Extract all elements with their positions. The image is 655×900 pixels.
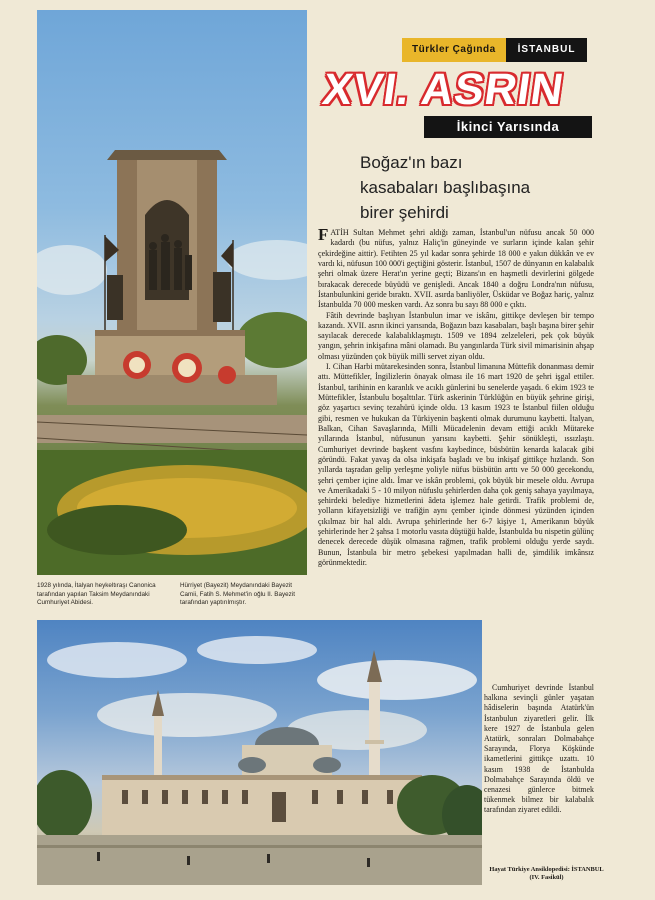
mosque-caption: Hürriyet (Bayezit) Meydanındaki Bayezit Camii, Fatih S. Mehmet'in oğlu II. Bayezit tarafından yaptırılmıştır. (180, 582, 295, 607)
article-paragraph-1: FATİH Sultan Mehmet şehri aldığı zaman, İstanbul'un nüfusu ancak 50 000 kadardı (bu nüfus, yalnız Haliç'in güneyinde ve surların içinde kalan şehir çekirdeğine aittir). Fetihten 25 yıl kadar sonra şehirde 18 000 e yakın dükkân ve ev vardı ki, nüfusun 100 000'i geçtiğini gösterir. İstanbul, 1507 de dünyanın en kalabalık şehri olmak üzere Herat'ın yerine geçti; Bizans'ın en haşmetli devirlerini gölgede bırakacak derecede büyüdü ve genişledi. Ancak 1840 a doğru Londra'nın nüfusu, İstanbulunkini geride bıraktı. XVII. asırda banliyöler, Üsküdar ve Boğaz hariç, yalnız İstanbulda 70 000 mesken vardı. Az sonra bu sayı 88 000 e çıktı. (318, 225, 594, 310)
drop-cap: F (318, 225, 329, 244)
monument-illustration (37, 10, 307, 575)
article-deck: Boğaz'ın bazı kasabaları başlıbaşına birer şehirdi (360, 153, 531, 222)
page-subtitle: İkinci Yarısında (424, 116, 592, 138)
article-paragraph-3: I. Cihan Harbi mütarekesinden sonra, İstanbul limanına Müttefik donanması demir attı. Müttefikler, İngilizlerin önayak olması ile 16 mart 1920 de şehri işgal ettiler. İstanbul, tarihinin en karanlık ve acıklı günlerini bu senelerde yaşadı. 6 ekim 1923 te Müttefikler, İstanbulu boşalttılar. Türk askerinin Türklüğün en büyük şehrine girişi, göz yaşartıcı sevinç tezahürü içinde oldu. 13 kasım 1923 te İstanbul fiilen olduğu gibi, resmen ve hukukan da Türkiyenin başkenti olmak durumunu kaybetti. İtalyan, Balkan, Cihan Savaşlarında, Milli Mücadelenin devam ettiği acıklı Mütareke yıllarında İstanbul, nüfusunun yarısını kaybetti. Şehir sönükleşti, ıssızlaştı. Cumhuriyet devrinde başkent vasfını kaybedince, büsbütün kenarda kalacak gibi göründü. Fakat yavaş da olsa inkişafa başladı ve bu inkişaf gittikçe hızlandı. Son yıllarda taşradan gelip yerleşme yoliyle nüfus büsbütün arttı ve 50 000 gecekondu, şehri çember içine aldı. İmar ve iskân problemi, çok büyük bir mesele oldu. Avrupa ve Amerikadaki 5 - 10 milyon nüfuslu şehirlerden daha çok geniş sahaya yayılmaya, şehirdeki belediye hizmetlerini âdeta işlemez hale getirdi. Trafik problemi de, yolların kifayetsizliği ve trafiğin aynı çember içinde dönmesi yüzünden içinden çıkılmaz bir hal aldı. Avrupa şehirlerinde her 6-7 kişiye 1, Amerikanın büyük şehirlerinde her 2 şahsa 1 motorlu vasıta düştüğü halde, İstanbulda bu nispetin gülünç denecek derecede düşük olmasına rağmen, trafik problemi olduğu yerde saydı. Bunun, İstanbula bir metro şebekesi yapılmadan halli de, şimdilik imkânsız görünmektedir. (318, 362, 594, 567)
source-credit: Hayat Türkiye Ansiklopedisi: İSTANBUL (IV. Fasikül) (489, 866, 604, 881)
article-paragraph-2: Fâtih devrinde başlıyan İstanbulun imar ve iskânı, gittikçe devleşen bir tempo kazandı. XVII. asrın ikinci yarısında, Boğazın bazı kasabaları, başlı başına birer şehir sayılacak derecede kalabalıklaşmıştı. 1509 ve 1894 zelzeleleri, pek çok büyük yangın, şehrin inkişafına mâni olamadı. Bu yangınlarda Türk sivil mimarisinin ahşap olması yüzünden çok büyük milli servet ziyan oldu. (318, 310, 594, 361)
section-tag: Türkler Çağında (402, 38, 506, 62)
bayezit-mosque-photo (37, 620, 482, 885)
republic-monument-photo (37, 10, 307, 575)
city-tag: İSTANBUL (506, 38, 588, 62)
monument-caption: 1928 yılında, İtalyan heykeltıraşı Canonica tarafından yapılan Taksim Meydanındaki Cumhuriyet Abidesi. (37, 582, 156, 607)
article-paragraph-4: Cumhuriyet devrinde İstanbul halkına sevinçli günler yaşatan hâdiselerin başında Atatürk'ün İstanbulun ziyaretleri gelir. İlk kere 1927 de İstanbula gelen Atatürk, sonraları Dolmabahçe Sarayında, Florya Köşkünde ikametlerini gittikçe uzattı. 10 kasım 1938 de İstanbulda Dolmabahçe Sarayında öldü ve cenazesi günlerce bitmek tükenmek bilmez bir kalabalık tarafından ziyaret edildi. (484, 683, 594, 815)
page-title: XVI. ASRIN (319, 65, 568, 114)
article-column-upper (318, 225, 594, 568)
article-column-lower (484, 683, 594, 816)
section-tags (402, 38, 587, 62)
mosque-illustration (37, 620, 482, 885)
